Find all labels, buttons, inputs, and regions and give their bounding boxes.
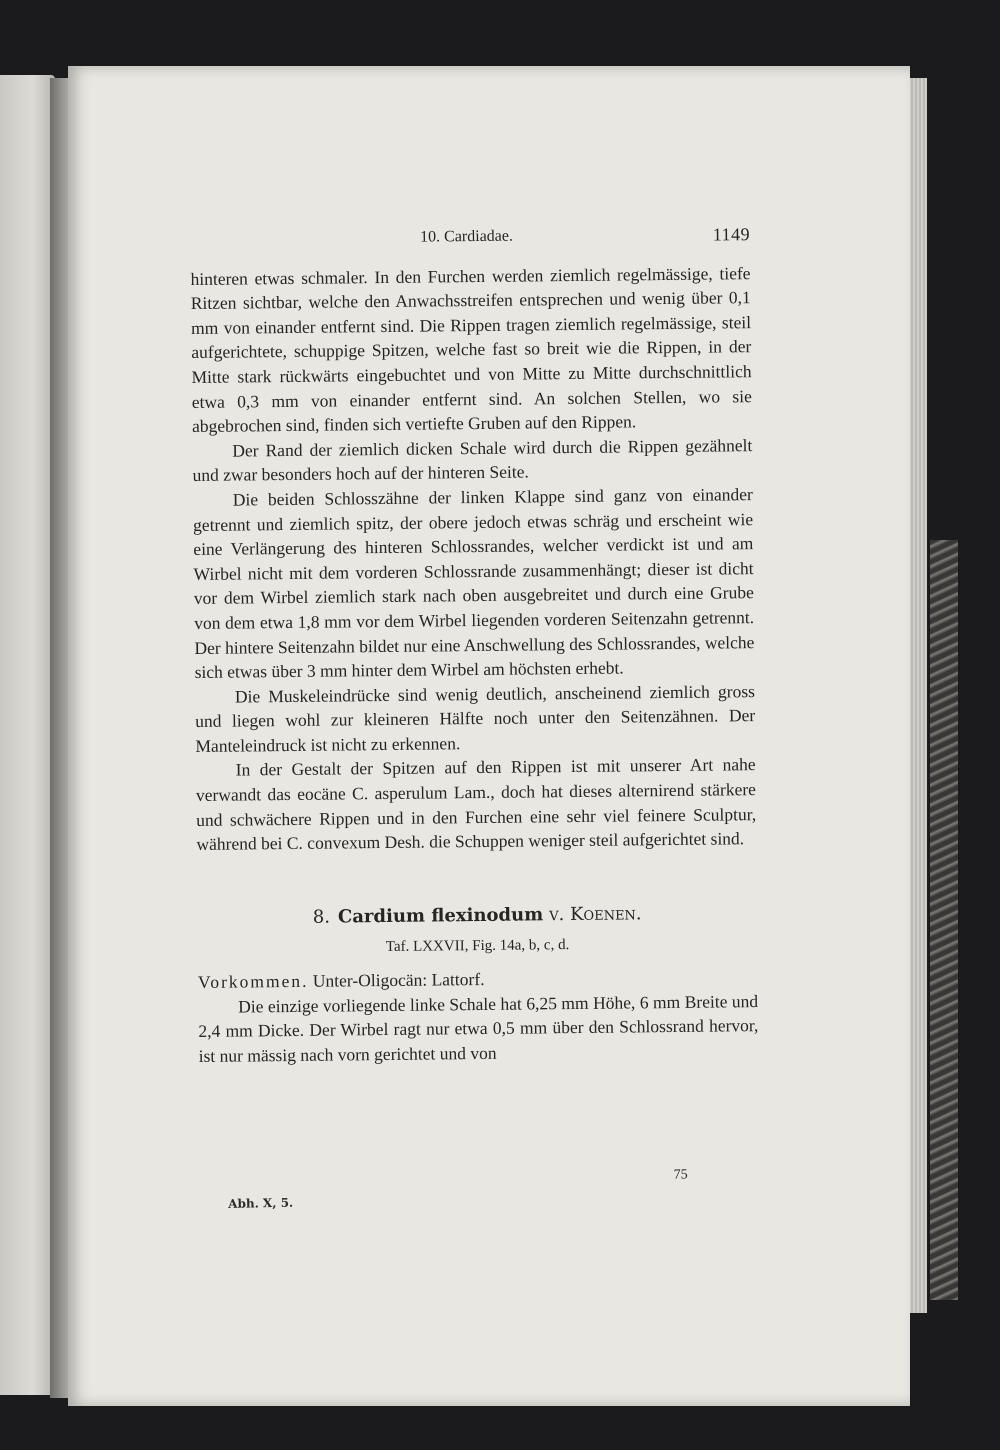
- species-author: v. Koenen.: [549, 903, 642, 926]
- facing-page-edge: [0, 75, 55, 1395]
- signature-mark: Abh. X, 5.: [228, 1195, 294, 1211]
- paragraph-4: Die Muskeleindrücke sind wenig deutlich, anscheinend ziemlich gross und liegen wohl zur kleineren Hälfte noch unter den Seitenzähnen. Der Manteleindruck ist nicht zu erkennen.: [195, 680, 756, 756]
- occurrence-label: Vorkommen.: [197, 970, 309, 992]
- species-heading: [197, 901, 757, 931]
- plate-reference: Taf. LXXVII, Fig. 14a, b, c, d.: [385, 937, 570, 956]
- page-number: 1149: [712, 224, 751, 245]
- sheet-number: 75: [673, 1167, 688, 1183]
- paragraph-3: Die beiden Schlosszähne der linken Klappe sind ganz von einander getrennt und ziemlich spitz, der obere jedoch etwas schräg und erscheint wie eine Verlängerung des hinteren Schlossrandes, welcher verdickt ist und am Wirbel nicht mit dem vorderen Schlossrande zusammenhängt; dieser ist dicht vor dem Wirbel ziemlich stark nach oben ausgebreitet und durch eine Grube von dem etwa 1,8 mm vor dem Wirbel liegenden vorderen Seitenzahn getrennt. Der hintere Seitenzahn bildet nur eine Anschwellung des Schlossrandes, welche sich etwas über 3 mm hinter dem Wirbel am höchsten erhebt.: [193, 484, 755, 683]
- running-header: [190, 222, 750, 252]
- page-text-block: [190, 222, 759, 1068]
- paragraph-1: hinteren etwas schmaler. In den Furchen werden ziemlich regelmässige, tiefe Ritzen sichtbar, welche den Anwachsstreifen entsprechen und wenig über 0,1 mm von einander entfernt sind. Die Rippen tragen ziemlich regelmässige, steil aufgerichtete, schuppige Spitzen, welche fast so breit wie die Rippen, in der Mitte stark rückwärts eingebuchtet und von Mitte zu Mitte durchschnittlich etwa 0,3 mm von einander entfernt sind. An solchen Stellen, wo sie abgebrochen sind, finden sich vertiefte Gruben auf den Rippen.: [190, 262, 752, 437]
- book-gutter: [50, 78, 68, 1398]
- section-spacer: [197, 851, 757, 907]
- running-title: 10. Cardiadae.: [420, 227, 514, 246]
- paragraph-2: Der Rand der ziemlich dicken Schale wird durch die Rippen gezähnelt und zwar besonders hoch auf der hinteren Seite.: [192, 434, 753, 486]
- species-number: 8.: [312, 906, 331, 928]
- book-cover-edge: [930, 540, 958, 1300]
- species-description: Die einzige vorliegende linke Schale hat 6,25 mm Höhe, 6 mm Breite und 2,4 mm Dicke. Der Wirbel ragt nur etwa 0,5 mm über den Schlossrand hervor, ist nur mässig nach vorn gerichtet und von: [198, 990, 759, 1066]
- occurrence-text: Unter-Oligocän: Lattorf.: [312, 968, 485, 991]
- species-name: Cardium flexinodum: [337, 904, 544, 928]
- paragraph-5: In der Gestalt der Spitzen auf den Rippen ist mit unserer Art nahe verwandt das eocäne C. asperulum Lam., doch hat dieses alternirend stärkere und schwächere Rippen und in den Furchen eine sehr viel feinere Sculptur, während bei C. convexum Desh. die Schuppen weniger steil aufgerichtet sind.: [195, 754, 757, 855]
